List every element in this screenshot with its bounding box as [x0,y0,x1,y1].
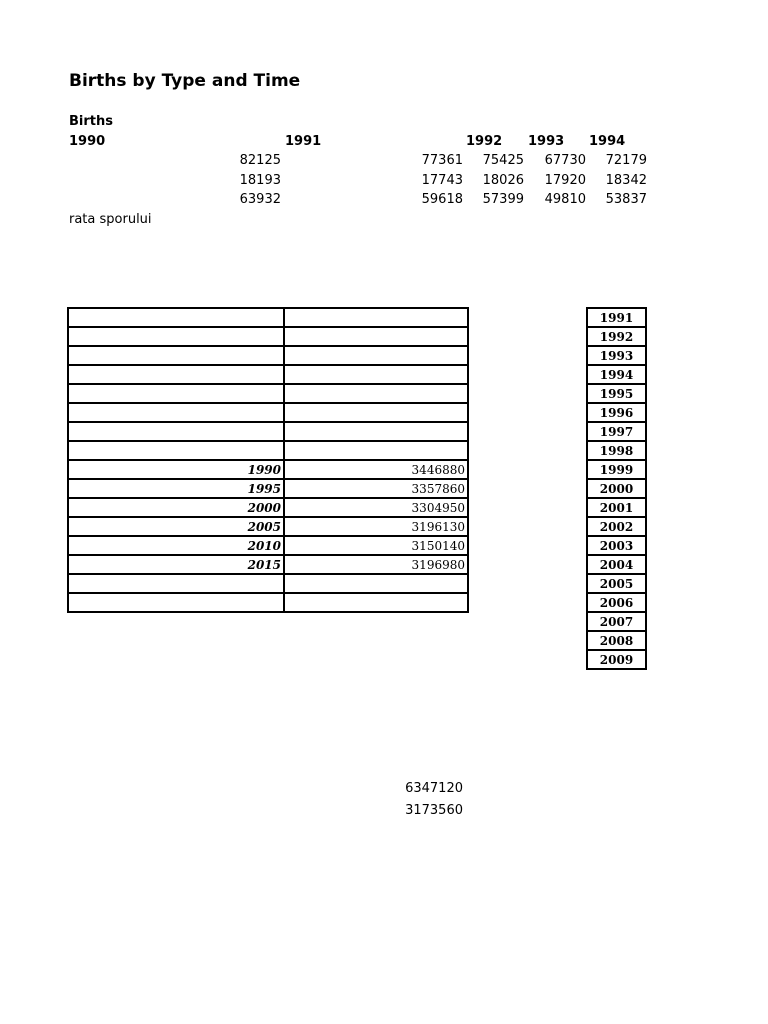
cell: 49810 [544,192,586,207]
cell: 53837 [605,192,647,207]
table-row [68,479,468,498]
value-cell: 3446880 [284,460,468,479]
year-row [587,631,646,650]
value-cell [284,441,468,460]
table-row [68,346,468,365]
header-year: 1992 [466,134,503,149]
table-row [68,308,468,327]
year-cell: 2005 [587,574,646,593]
year-cell: 1991 [587,308,646,327]
value-cell: 3357860 [284,479,468,498]
year-row [587,536,646,555]
year-cell: 2003 [587,536,646,555]
rate-label: rata sporului [69,212,152,227]
cell: 63932 [239,192,281,207]
year-cell: 2001 [587,498,646,517]
year-cell: 1997 [587,422,646,441]
table-row [68,384,468,403]
cell: 59618 [421,192,463,207]
year-cell: 1995 [68,479,284,498]
value-cell: 3150140 [284,536,468,555]
year-cell: 2010 [68,536,284,555]
cell: 18026 [482,173,524,188]
year-cell [68,403,284,422]
year-row [587,612,646,631]
value-cell [284,327,468,346]
year-cell: 2006 [587,593,646,612]
table-row [68,574,468,593]
year-cell [68,308,284,327]
table-row [68,441,468,460]
table-row [68,327,468,346]
table-row [68,593,468,612]
year-row [587,365,646,384]
year-cell: 2015 [68,555,284,574]
year-cell: 1993 [587,346,646,365]
table-row [68,422,468,441]
value-cell: 3196130 [284,517,468,536]
cell: 17743 [421,173,463,188]
year-row [587,498,646,517]
cell: 67730 [544,153,586,168]
year-cell: 2008 [587,631,646,650]
year-row [587,479,646,498]
header-year: 1990 [69,134,106,149]
year-row [587,593,646,612]
year-cell: 1996 [587,403,646,422]
table-row [68,517,468,536]
year-column-table [586,307,647,670]
value-cell [284,346,468,365]
value-cell [284,574,468,593]
value-cell: 3304950 [284,498,468,517]
year-row [587,460,646,479]
value-cell [284,308,468,327]
header-year: 1991 [285,134,322,149]
year-cell: 2009 [587,650,646,669]
year-cell [68,441,284,460]
year-cell: 1990 [68,460,284,479]
header-year: 1993 [528,134,565,149]
year-row [587,574,646,593]
table-row [68,460,468,479]
table-row [68,403,468,422]
year-cell: 2004 [587,555,646,574]
cell: 75425 [482,153,524,168]
cell: 72179 [605,153,647,168]
year-cell: 2002 [587,517,646,536]
year-cell: 2007 [587,612,646,631]
year-cell: 1992 [587,327,646,346]
year-cell: 1999 [587,460,646,479]
cell: 57399 [482,192,524,207]
year-row [587,384,646,403]
value-cell [284,422,468,441]
year-row [587,346,646,365]
value-cell [284,593,468,612]
section-label: Births [69,114,113,129]
year-row [587,422,646,441]
value-cell [284,365,468,384]
total-value: 6347120 [405,781,463,796]
year-row [587,308,646,327]
half-total-value: 3173560 [405,803,463,818]
year-row [587,327,646,346]
year-cell [68,365,284,384]
year-cell [68,574,284,593]
cell: 82125 [239,153,281,168]
year-cell: 1995 [587,384,646,403]
cell: 17920 [544,173,586,188]
year-cell [68,384,284,403]
year-cell: 2005 [68,517,284,536]
table-row [68,365,468,384]
year-row [587,650,646,669]
year-cell: 2000 [587,479,646,498]
table-row [68,498,468,517]
year-cell [68,422,284,441]
population-table [67,307,469,613]
year-cell [68,593,284,612]
cell: 18193 [239,173,281,188]
header-year: 1994 [589,134,626,149]
value-cell [284,403,468,422]
value-cell [284,384,468,403]
value-cell: 3196980 [284,555,468,574]
year-cell: 1998 [587,441,646,460]
year-cell [68,346,284,365]
year-cell: 1994 [587,365,646,384]
table-row [68,536,468,555]
year-row [587,555,646,574]
page-title: Births by Type and Time [69,71,301,91]
year-cell: 2000 [68,498,284,517]
year-row [587,441,646,460]
cell: 77361 [421,153,463,168]
table-row [68,555,468,574]
cell: 18342 [605,173,647,188]
year-row [587,403,646,422]
year-row [587,517,646,536]
year-cell [68,327,284,346]
